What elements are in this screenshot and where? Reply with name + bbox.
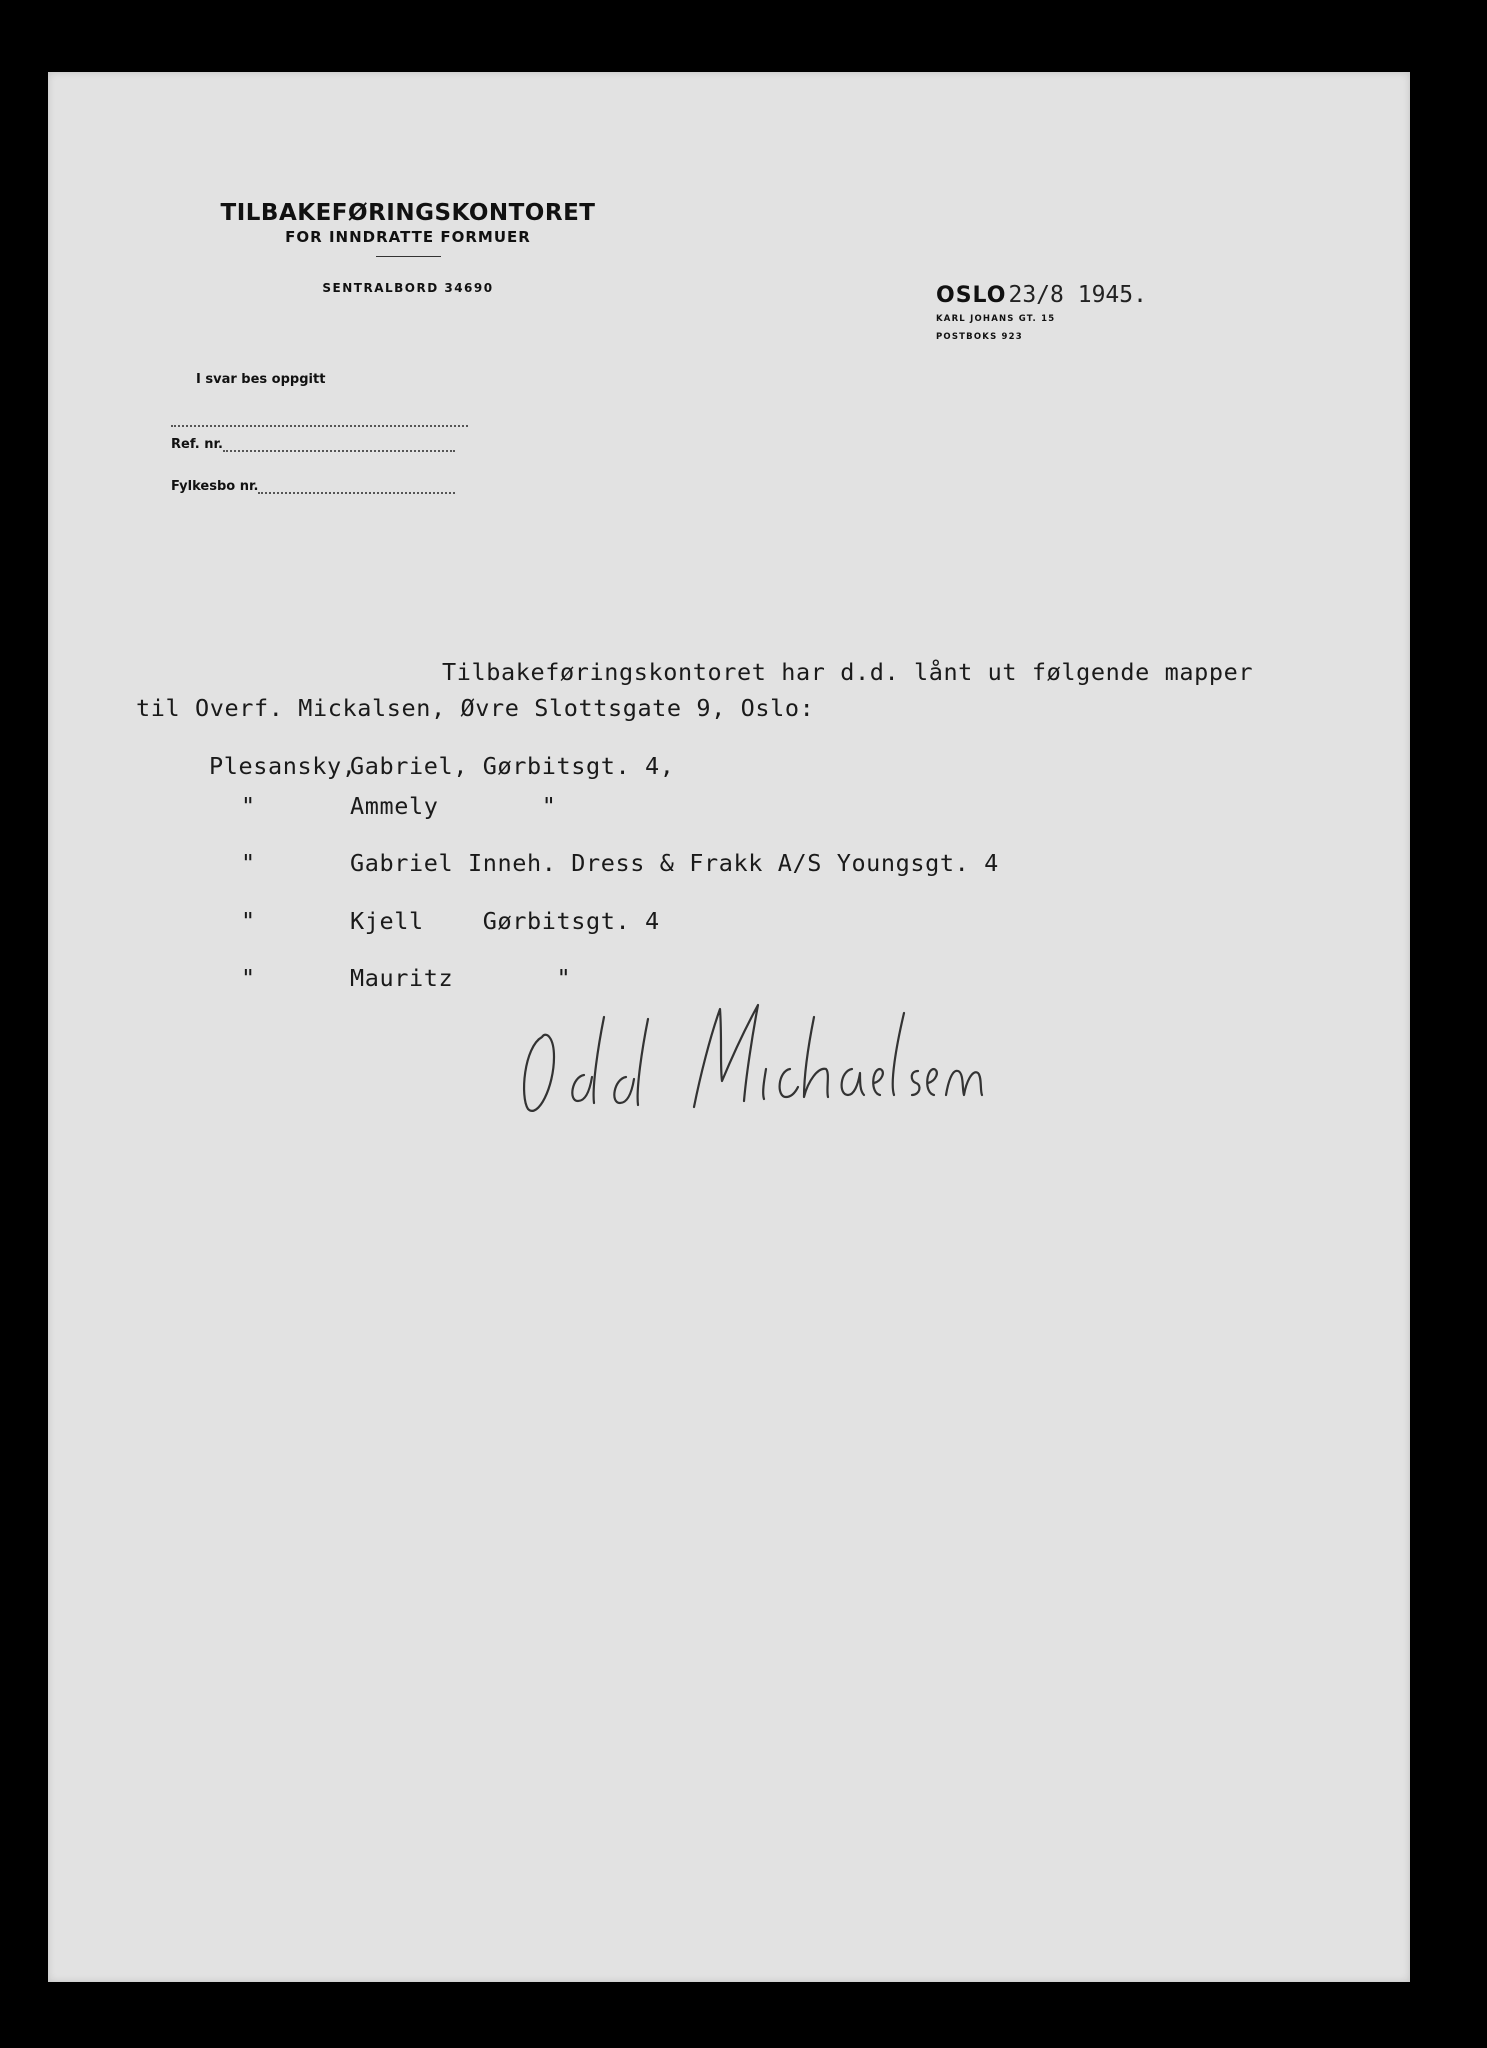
handwritten-signature <box>514 997 994 1127</box>
fylkesbo-number-field <box>171 479 455 494</box>
entry-surname: " <box>241 964 256 992</box>
postbox: POSTBOKS 923 <box>936 332 1023 342</box>
entry-detail: Kjell Gørbitsgt. 4 <box>350 907 660 935</box>
entry-surname: " <box>241 849 256 877</box>
ref-number-line <box>223 438 455 452</box>
switchboard-number: SENTRALBORD 34690 <box>322 281 494 295</box>
fylkesbo-number-label: Fylkesbo nr. <box>171 479 259 494</box>
entry-detail: Gabriel Inneh. Dress & Frakk A/S Youngsgt. 4 <box>350 849 999 877</box>
intro-line-2: til Overf. Mickalsen, Øvre Slottsgate 9, Oslo: <box>136 694 815 722</box>
entry-surname: " <box>241 792 256 820</box>
letterhead <box>173 200 643 295</box>
intro-line-1: Tilbakeføringskontoret har d.d. lånt ut følgende mapper <box>442 658 1254 686</box>
document-page <box>48 72 1410 1982</box>
fylkesbo-number-line <box>258 480 455 494</box>
entry-detail: Ammely " <box>350 792 557 820</box>
letter-date: 23/8 1945. <box>1008 282 1147 308</box>
organization-subtitle: FOR INNDRATTE FORMUER <box>285 228 531 246</box>
entry-detail: Mauritz " <box>350 964 572 992</box>
organization-name: TILBAKEFØRINGSKONTORET <box>220 200 596 226</box>
sender-address <box>936 282 1147 342</box>
ref-number-label: Ref. nr. <box>171 437 223 452</box>
street-address: KARL JOHANS GT. 15 <box>936 314 1056 324</box>
reply-reference-line <box>171 412 468 427</box>
entry-detail: Gabriel, Gørbitsgt. 4, <box>350 752 675 780</box>
entry-surname: " <box>241 907 256 935</box>
entry-surname: Plesansky, <box>209 752 357 780</box>
place-date-line <box>936 282 1147 308</box>
ref-number-field <box>171 437 455 452</box>
city: OSLO <box>936 283 1007 308</box>
letterhead-divider <box>376 256 441 257</box>
reply-reference-label: I svar bes oppgitt <box>196 372 326 387</box>
